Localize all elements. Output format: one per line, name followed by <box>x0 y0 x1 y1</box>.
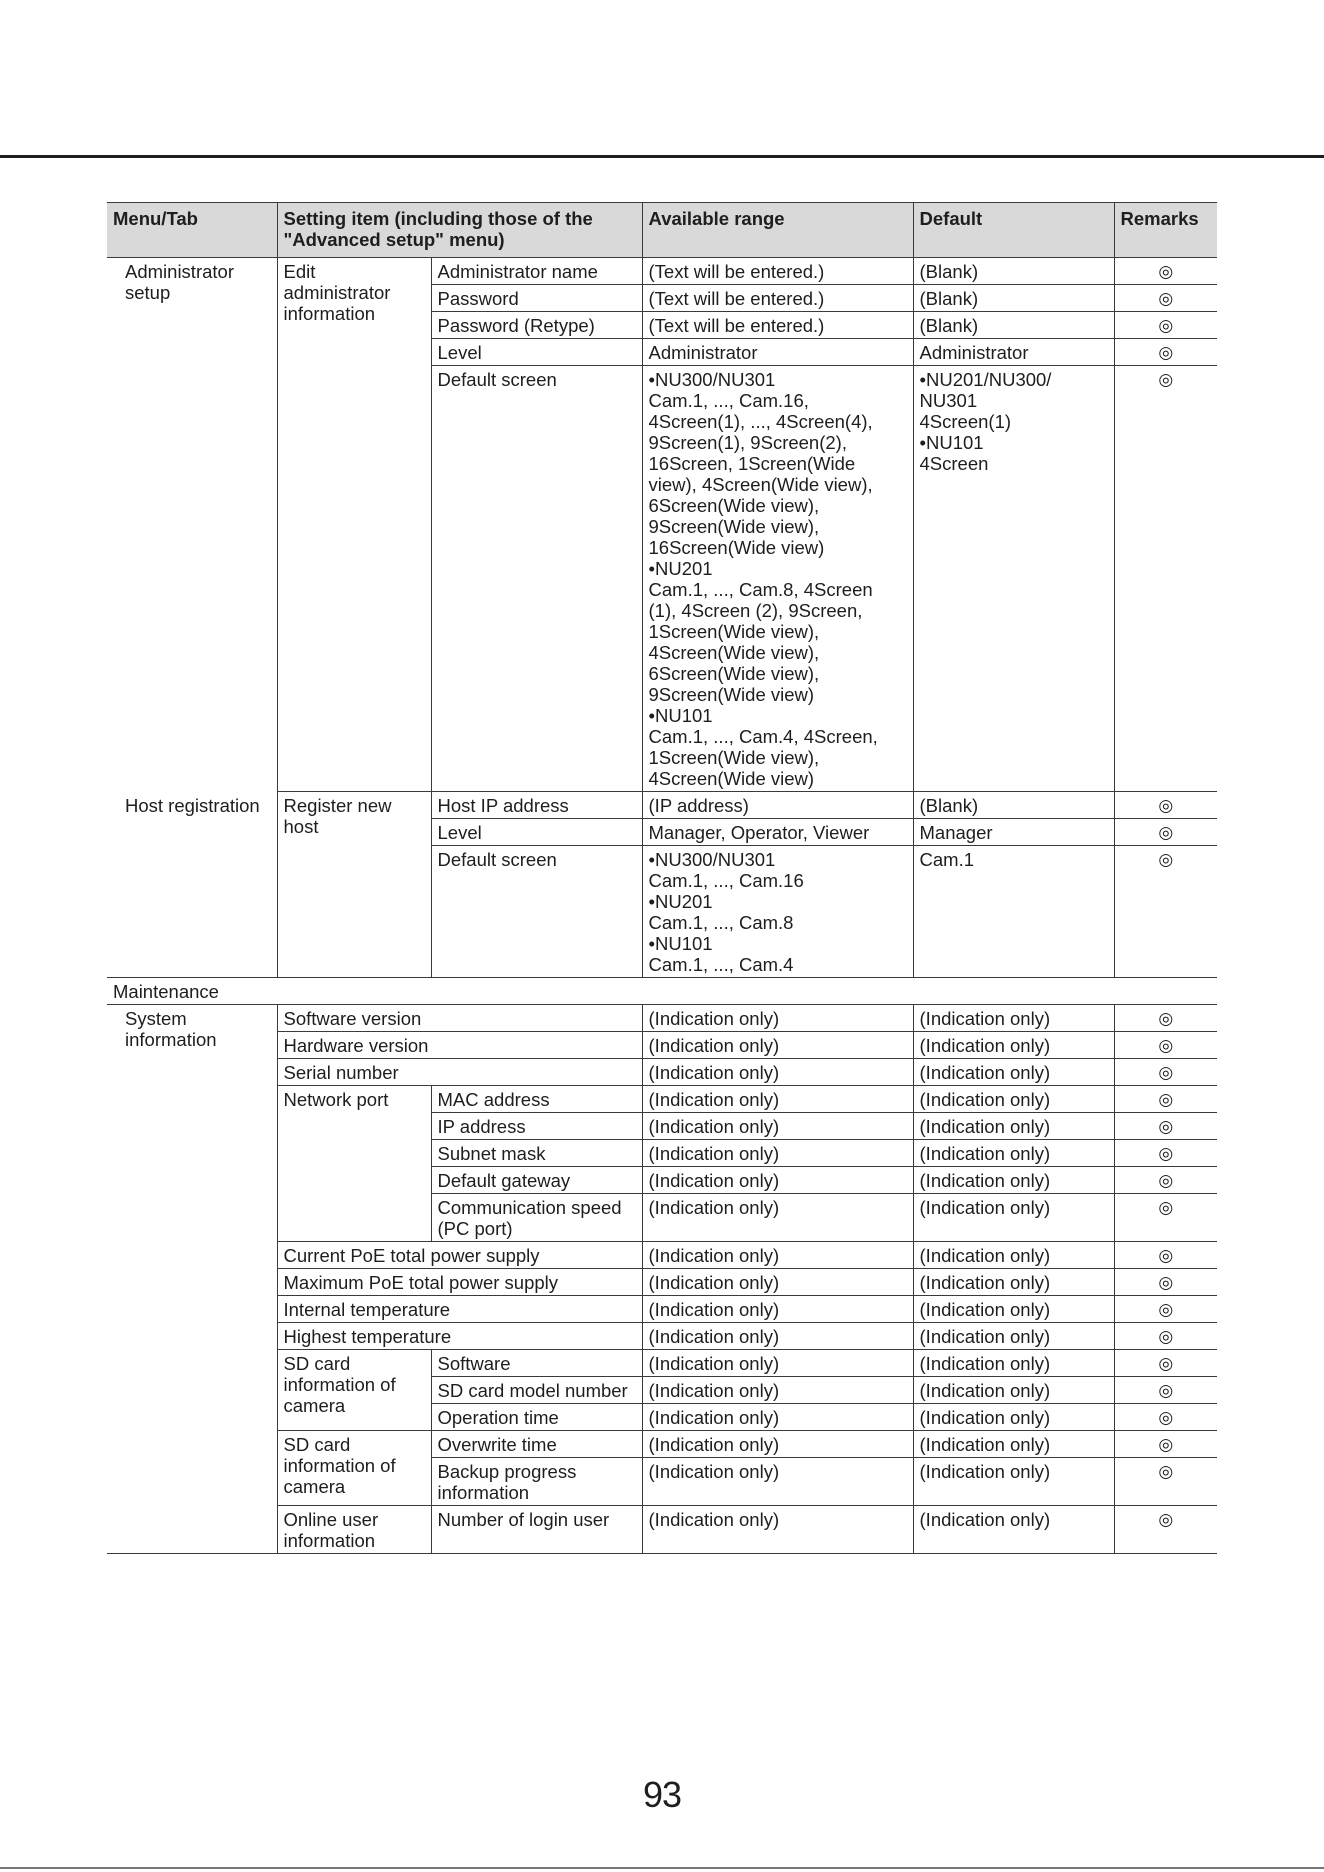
default-value: (Indication only) <box>913 1194 1114 1242</box>
bottom-rule <box>0 1867 1324 1869</box>
default-value: •NU201/NU300/ NU301 4Screen(1) •NU101 4Screen <box>913 366 1114 792</box>
default-value: (Indication only) <box>913 1242 1114 1269</box>
remark-mark: ◎ <box>1114 1167 1217 1194</box>
remark-mark: ◎ <box>1114 1194 1217 1242</box>
range: (Indication only) <box>642 1005 913 1032</box>
category-row <box>107 978 1217 1005</box>
default-value: (Indication only) <box>913 1350 1114 1377</box>
group-sd-card-info: SD card information of camera <box>277 1431 431 1506</box>
remark-mark: ◎ <box>1114 1431 1217 1458</box>
table-row <box>107 258 1217 285</box>
menu-system-information: System information <box>107 1005 277 1554</box>
header-available-range: Available range <box>642 203 913 258</box>
default-value: (Indication only) <box>913 1458 1114 1506</box>
menu-administrator-setup: Administrator setup <box>125 261 234 303</box>
range: Manager, Operator, Viewer <box>642 819 913 846</box>
item: Overwrite time <box>431 1431 642 1458</box>
range: (Indication only) <box>642 1431 913 1458</box>
item: Password <box>431 285 642 312</box>
table-row <box>107 1005 1217 1032</box>
remark-mark: ◎ <box>1114 1086 1217 1113</box>
default-value: (Indication only) <box>913 1404 1114 1431</box>
remark-mark: ◎ <box>1114 1242 1217 1269</box>
item: Maximum PoE total power supply <box>277 1269 642 1296</box>
remark-mark: ◎ <box>1114 792 1217 819</box>
range: (Indication only) <box>642 1458 913 1506</box>
item: Operation time <box>431 1404 642 1431</box>
item: Host IP address <box>431 792 642 819</box>
item: Subnet mask <box>431 1140 642 1167</box>
item: MAC address <box>431 1086 642 1113</box>
default-value: (Indication only) <box>913 1059 1114 1086</box>
item: Highest temperature <box>277 1323 642 1350</box>
header-menu-tab: Menu/Tab <box>107 203 277 258</box>
page-number: 93 <box>642 1774 682 1815</box>
group-network-port: Network port <box>277 1086 431 1242</box>
remark-mark: ◎ <box>1114 1350 1217 1377</box>
range: •NU300/NU301 Cam.1, ..., Cam.16, 4Screen(1), ..., 4Screen(4), 9Screen(1), 9Screen(2), 16Screen, 1Screen(Wide view), 4Screen(Wide view), 6Screen(Wide view), 9Screen(Wide view), 16Screen(Wide view) •NU201 Cam.1, ..., Cam.8, 4Screen (1), 4Screen (2), 9Screen, 1Screen(Wide view), 4Screen(Wide view), 6Screen(Wide view), 9Screen(Wide view) •NU101 Cam.1, ..., Cam.4, 4Screen, 1Screen(Wide view), 4Screen(Wide view) <box>642 366 913 792</box>
range: (Text will be entered.) <box>642 285 913 312</box>
item: Backup progress information <box>431 1458 642 1506</box>
default-value: Cam.1 <box>913 846 1114 978</box>
table-row <box>107 792 1217 819</box>
default-value: (Indication only) <box>913 1506 1114 1554</box>
default-value: (Indication only) <box>913 1296 1114 1323</box>
item: Default gateway <box>431 1167 642 1194</box>
range: (Indication only) <box>642 1506 913 1554</box>
default-value: (Indication only) <box>913 1086 1114 1113</box>
item: Default screen <box>431 366 642 792</box>
default-value: (Indication only) <box>913 1431 1114 1458</box>
range: (Indication only) <box>642 1404 913 1431</box>
menu-host-registration: Host registration <box>107 792 277 978</box>
header-remarks: Remarks <box>1114 203 1217 258</box>
remark-mark: ◎ <box>1114 1323 1217 1350</box>
range: (Indication only) <box>642 1140 913 1167</box>
default-value: (Blank) <box>913 258 1114 285</box>
remark-mark: ◎ <box>1114 1377 1217 1404</box>
remark-mark: ◎ <box>1114 1059 1217 1086</box>
remark-mark: ◎ <box>1114 846 1217 978</box>
remark-mark: ◎ <box>1114 1458 1217 1506</box>
item: Communication speed (PC port) <box>431 1194 642 1242</box>
range: (Indication only) <box>642 1194 913 1242</box>
item: Hardware version <box>277 1032 642 1059</box>
group-register-host: Register new host <box>277 792 431 978</box>
default-value: Manager <box>913 819 1114 846</box>
default-value: (Blank) <box>913 792 1114 819</box>
item: Software version <box>277 1005 642 1032</box>
remark-mark: ◎ <box>1114 1296 1217 1323</box>
remark-mark: ◎ <box>1114 312 1217 339</box>
item: Level <box>431 339 642 366</box>
range: (Indication only) <box>642 1113 913 1140</box>
remark-mark: ◎ <box>1114 366 1217 792</box>
remark-mark: ◎ <box>1114 1506 1217 1554</box>
remark-mark: ◎ <box>1114 1113 1217 1140</box>
group-online-user: Online user information <box>277 1506 431 1554</box>
item: Software <box>431 1350 642 1377</box>
default-value: (Blank) <box>913 312 1114 339</box>
item: Internal temperature <box>277 1296 642 1323</box>
default-value: (Indication only) <box>913 1323 1114 1350</box>
range: (Indication only) <box>642 1242 913 1269</box>
range: Administrator <box>642 339 913 366</box>
range: (Indication only) <box>642 1269 913 1296</box>
item: Current PoE total power supply <box>277 1242 642 1269</box>
default-value: Administrator <box>913 339 1114 366</box>
default-value: (Blank) <box>913 285 1114 312</box>
remark-mark: ◎ <box>1114 285 1217 312</box>
group-edit-admin: Edit administrator information <box>277 258 431 792</box>
table-header <box>107 203 1217 258</box>
remark-mark: ◎ <box>1114 819 1217 846</box>
top-rule <box>0 155 1324 158</box>
header-default: Default <box>913 203 1114 258</box>
remark-mark: ◎ <box>1114 1032 1217 1059</box>
item: SD card model number <box>431 1377 642 1404</box>
item: Number of login user <box>431 1506 642 1554</box>
range: (Indication only) <box>642 1086 913 1113</box>
range: (Indication only) <box>642 1323 913 1350</box>
settings-table <box>107 202 1217 1554</box>
item: IP address <box>431 1113 642 1140</box>
remark-mark: ◎ <box>1114 1005 1217 1032</box>
remark-mark: ◎ <box>1114 339 1217 366</box>
range: (Indication only) <box>642 1032 913 1059</box>
item: Password (Retype) <box>431 312 642 339</box>
default-value: (Indication only) <box>913 1113 1114 1140</box>
item: Serial number <box>277 1059 642 1086</box>
range: •NU300/NU301 Cam.1, ..., Cam.16 •NU201 Cam.1, ..., Cam.8 •NU101 Cam.1, ..., Cam.4 <box>642 846 913 978</box>
default-value: (Indication only) <box>913 1269 1114 1296</box>
range: (Indication only) <box>642 1377 913 1404</box>
default-value: (Indication only) <box>913 1140 1114 1167</box>
range: (Indication only) <box>642 1296 913 1323</box>
range: (Text will be entered.) <box>642 312 913 339</box>
range: (Indication only) <box>642 1059 913 1086</box>
range: (Indication only) <box>642 1167 913 1194</box>
remark-mark: ◎ <box>1114 258 1217 285</box>
category-maintenance: Maintenance <box>107 978 1217 1005</box>
header-setting-item: Setting item (including those of the "Advanced setup" menu) <box>277 203 642 258</box>
remark-mark: ◎ <box>1114 1140 1217 1167</box>
default-value: (Indication only) <box>913 1032 1114 1059</box>
item: Default screen <box>431 846 642 978</box>
item: Administrator name <box>431 258 642 285</box>
remark-mark: ◎ <box>1114 1269 1217 1296</box>
item: Level <box>431 819 642 846</box>
default-value: (Indication only) <box>913 1377 1114 1404</box>
range: (Text will be entered.) <box>642 258 913 285</box>
default-value: (Indication only) <box>913 1005 1114 1032</box>
group-sd-card-info: SD card information of camera <box>277 1350 431 1431</box>
default-value: (Indication only) <box>913 1167 1114 1194</box>
remark-mark: ◎ <box>1114 1404 1217 1431</box>
range: (IP address) <box>642 792 913 819</box>
range: (Indication only) <box>642 1350 913 1377</box>
